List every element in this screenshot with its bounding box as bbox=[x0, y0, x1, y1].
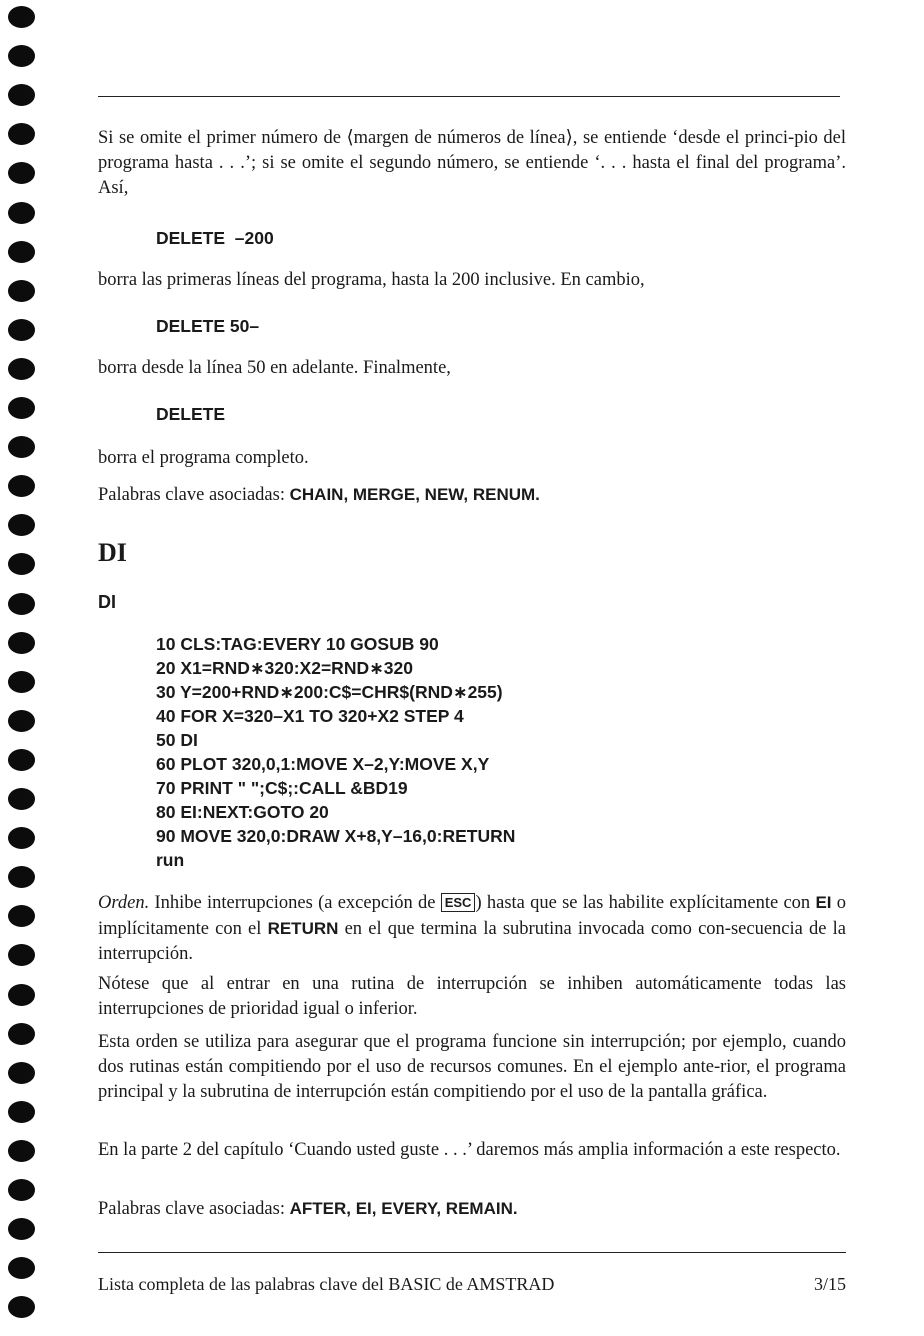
associated-keywords-list: CHAIN, MERGE, NEW, RENUM. bbox=[289, 485, 540, 504]
di-note-3: En la parte 2 del capítulo ‘Cuando usted guste . . .’ daremos más amplia información a este respecto. bbox=[98, 1140, 841, 1160]
binding-hole-icon bbox=[8, 475, 35, 497]
bottom-rule bbox=[98, 1252, 846, 1253]
code-line: 50 DI bbox=[156, 730, 198, 750]
code-line: 10 CLS:TAG:EVERY 10 GOSUB 90 bbox=[156, 634, 439, 654]
binding-hole-icon bbox=[8, 553, 35, 575]
binding-hole-icon bbox=[8, 593, 35, 615]
binding-hole-icon bbox=[8, 162, 35, 184]
di-syntax: DI bbox=[98, 592, 116, 612]
page-number: 3/15 bbox=[813, 1274, 846, 1294]
esc-key-icon: ESC bbox=[441, 893, 476, 912]
delete-example-3-text: borra el programa completo. bbox=[98, 448, 309, 468]
binding-hole-icon bbox=[8, 1218, 35, 1240]
binding-hole-icon bbox=[8, 84, 35, 106]
di-note-2: Esta orden se utiliza para asegurar que el programa funcione sin interrupción; por ejemplo, cuando dos rutinas están compitiendo por el uso de recursos comunes. En el ejemplo ante-rior, el programa principal y la subrutina de interrupción están compitiendo por el uso de la pantalla gráfica. bbox=[98, 1032, 846, 1102]
orden-label: Orden. bbox=[98, 893, 150, 913]
binding-hole-icon bbox=[8, 866, 35, 888]
section-heading-di: DI bbox=[98, 538, 127, 567]
binding-hole-icon bbox=[8, 1101, 35, 1123]
binding-hole-icon bbox=[8, 671, 35, 693]
top-rule bbox=[98, 96, 840, 97]
di-note-1: Nótese que al entrar en una rutina de interrupción se inhiben automáticamente todas las interrupciones de prioridad igual o inferior. bbox=[98, 974, 846, 1019]
code-line: 70 PRINT " ";C$;:CALL &BD19 bbox=[156, 778, 408, 798]
footer-title: Lista completa de las palabras clave del BASIC de AMSTRAD bbox=[98, 1274, 555, 1294]
binding-hole-icon bbox=[8, 6, 35, 28]
code-line: 40 FOR X=320–X1 TO 320+X2 STEP 4 bbox=[156, 706, 464, 726]
associated-label: Palabras clave asociadas: bbox=[98, 485, 285, 505]
page-footer bbox=[98, 1274, 846, 1295]
orden-text-3: o implícitamente con el bbox=[98, 893, 847, 939]
binding-hole-icon bbox=[8, 1140, 35, 1162]
delete-example-1-code: DELETE –200 bbox=[156, 228, 274, 248]
code-line: run bbox=[156, 850, 185, 870]
code-line: 20 X1=RND∗320:X2=RND∗320 bbox=[156, 658, 413, 678]
keyword-return: RETURN bbox=[267, 919, 339, 938]
binding-hole-icon bbox=[8, 241, 35, 263]
orden-text-1: Inhibe interrupciones (a excepción de bbox=[154, 893, 436, 913]
binding-hole-icon bbox=[8, 1179, 35, 1201]
binding-hole-icon bbox=[8, 1062, 35, 1084]
binding-hole-icon bbox=[8, 436, 35, 458]
associated-keywords-list: AFTER, EI, EVERY, REMAIN. bbox=[289, 1199, 518, 1218]
binding-hole-icon bbox=[8, 358, 35, 380]
delete-associated-keywords bbox=[98, 482, 846, 508]
binding-hole-icon bbox=[8, 280, 35, 302]
binding-hole-icon bbox=[8, 710, 35, 732]
binding-hole-icon bbox=[8, 319, 35, 341]
code-line: 80 EI:NEXT:GOTO 20 bbox=[156, 802, 329, 822]
binding-hole-icon bbox=[8, 749, 35, 771]
keyword-ei: EI bbox=[815, 893, 832, 912]
binding-holes bbox=[8, 6, 36, 1336]
associated-label: Palabras clave asociadas: bbox=[98, 1199, 285, 1219]
binding-hole-icon bbox=[8, 984, 35, 1006]
binding-hole-icon bbox=[8, 827, 35, 849]
binding-hole-icon bbox=[8, 45, 35, 67]
di-example-code-block bbox=[156, 632, 515, 872]
delete-example-2-text: borra desde la línea 50 en adelante. Finalmente, bbox=[98, 358, 451, 378]
binding-hole-icon bbox=[8, 397, 35, 419]
code-line: 30 Y=200+RND∗200:C$=CHR$(RND∗255) bbox=[156, 682, 503, 702]
binding-hole-icon bbox=[8, 632, 35, 654]
delete-example-2-code: DELETE 50– bbox=[156, 316, 260, 336]
binding-hole-icon bbox=[8, 123, 35, 145]
orden-text-2: ) hasta que se las habilite explícitamente con bbox=[475, 893, 811, 913]
code-line: 90 MOVE 320,0:DRAW X+8,Y–16,0:RETURN bbox=[156, 826, 516, 846]
binding-hole-icon bbox=[8, 514, 35, 536]
di-orden-paragraph bbox=[98, 890, 846, 967]
binding-hole-icon bbox=[8, 1257, 35, 1279]
orden-text-4: en el que termina la subrutina invocada como con-secuencia de la interrupción. bbox=[98, 919, 847, 964]
code-line: 60 PLOT 320,0,1:MOVE X–2,Y:MOVE X,Y bbox=[156, 754, 490, 774]
delete-example-3-code: DELETE bbox=[156, 404, 226, 424]
binding-hole-icon bbox=[8, 1023, 35, 1045]
binding-hole-icon bbox=[8, 944, 35, 966]
binding-hole-icon bbox=[8, 1296, 35, 1318]
di-associated-keywords bbox=[98, 1196, 846, 1222]
binding-hole-icon bbox=[8, 788, 35, 810]
delete-intro-paragraph: Si se omite el primer número de ⟨margen de números de línea⟩, se entiende ‘desde el princi-pio del programa hasta . . .’; si se omite el segundo número, se entiende ‘. . . hasta el final del programa’. Así, bbox=[98, 128, 846, 198]
delete-example-1-text: borra las primeras líneas del programa, hasta la 200 inclusive. En cambio, bbox=[98, 270, 645, 290]
binding-hole-icon bbox=[8, 905, 35, 927]
binding-hole-icon bbox=[8, 202, 35, 224]
